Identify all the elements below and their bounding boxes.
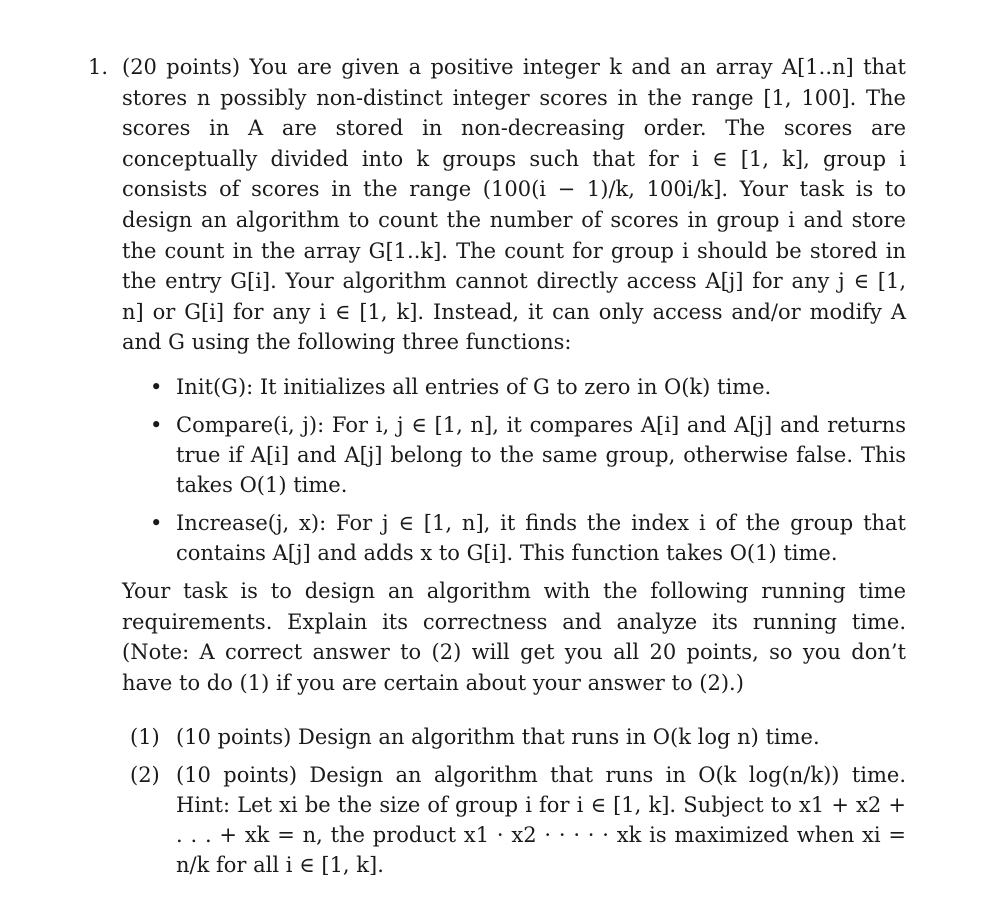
- problem-body: [122, 52, 906, 880]
- part-1: [122, 722, 906, 752]
- bullet-icon: •: [150, 374, 163, 399]
- task-paragraph: Your task is to design an algorithm with the following running time requirements. Explain its correctness and analyze its running time. (Note: A correct answer to (2) will get you all 20 points, so you don’t have to do (1) if you are certain about your answer to (2).): [122, 578, 906, 695]
- function-increase-text: Increase(j, x): For j ∈ [1, n], it finds the index i of the group that contains A[j] and adds x to G[i]. This function takes O(1) time.: [176, 510, 906, 565]
- part-2-number: (2): [130, 763, 160, 788]
- problem-1: [88, 52, 908, 888]
- parts-list: [122, 722, 906, 880]
- problem-intro: (20 points) You are given a positive integer k and an array A[1..n] that stores n possibly non-distinct integer scores in the range [1, 100]. The scores in A are stored in non-decreasing order. The scores are conceptually divided into k groups such that for i ∈ [1, k], group i consists of scores in the range (100(i − 1)/k, 100i/k]. Your task is to design an algorithm to count the number of scores in group i and store the count in the array G[1..k]. The count for group i should be stored in the entry G[i]. Your algorithm cannot directly access A[j] for any j ∈ [1, n] or G[i] for any i ∈ [1, k]. Instead, it can only access and/or modify A and G using the following three functions:: [122, 55, 906, 355]
- function-init-text: Init(G): It initializes all entries of G to zero in O(k) time.: [176, 374, 772, 399]
- function-compare-text: Compare(i, j): For i, j ∈ [1, n], it compares A[i] and A[j] and returns true if A[i] and A[j] belong to the same group, otherwise false. This takes O(1) time.: [176, 412, 906, 497]
- function-compare: [122, 410, 906, 500]
- part-1-text: (10 points) Design an algorithm that runs in O(k log n) time.: [176, 725, 820, 750]
- bullet-icon: •: [150, 412, 163, 437]
- bullet-icon: •: [150, 510, 163, 535]
- function-increase: [122, 508, 906, 568]
- problem-number: 1.: [88, 55, 109, 79]
- part-2-text: (10 points) Design an algorithm that runs in O(k log(n/k)) time. Hint: Let xi be the size of group i for i ∈ [1, k]. Subject to x1 + x2 + . . . + xk = n, the product x1 · x2 · · · · · xk is maximized when xi = n/k for all i ∈ [1, k].: [176, 763, 906, 878]
- part-1-number: (1): [130, 725, 160, 750]
- function-init: [122, 372, 906, 402]
- part-2: [122, 760, 906, 880]
- function-list: [122, 372, 906, 568]
